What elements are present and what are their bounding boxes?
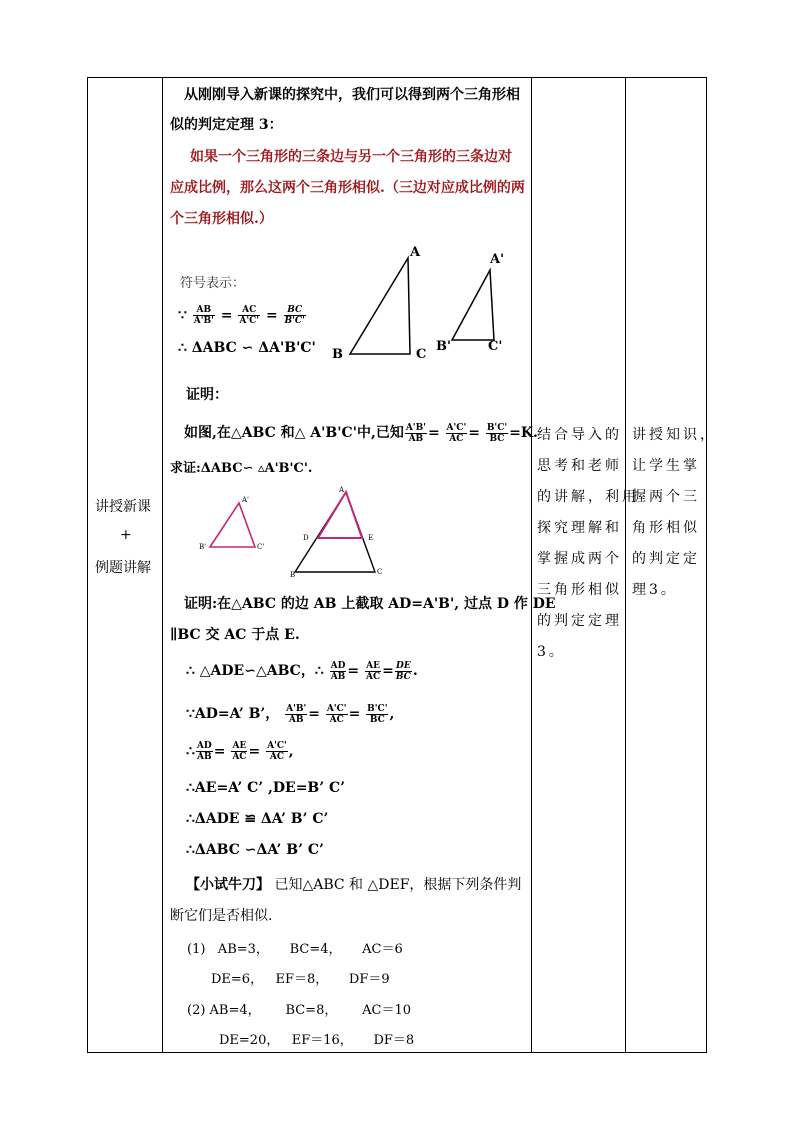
proof-title: 证明： [186,387,228,403]
theorem-line-1: 如果一个三角形的三条边与另一个三角形的三条边对 [190,149,512,165]
section-label-plus: + [120,527,132,543]
inner-triangle-ade [318,492,362,538]
proof-line-1: 证明:在△ABC 的边 AB 上截取 AD=A'B', 过点 D 作 DE [184,596,556,612]
intro-line-1: 从刚刚导入新课的探究中，我们可以得到两个三角形相 [184,87,520,103]
vertex-a-prime: A' [490,252,505,267]
case-2-line-1: (2) AB=4， BC=8， AC＝10 [187,1003,412,1018]
section-label-2: 例题讲解 [95,560,151,576]
step-3: ∴ $\frac{AD}{AB}$ = $\frac{AE}{AC}$ = $\frac{A'C'}{AC}$ , [186,741,294,762]
prove-statement: 求证:ΔABC∽ ▵A'B'C'. [170,461,313,476]
section-label-1: 讲授新课 [95,499,151,515]
vertex-a: A [410,245,421,260]
student-activity-text: 结合导入的 思考和老师 的讲解，利用 探究理解和 掌握成两个 三角形相似 的判定定理 3。 [537,427,639,660]
symbol-label: 符号表示： [180,276,246,291]
case-1-line-2: DE=6， EF＝8， DF＝9 [211,972,390,987]
exercise-line-2: 断它们是否相似. [170,908,273,924]
big-vertex-d: D [303,534,309,542]
big-vertex-b: B [290,571,296,579]
small-vertex-c: C' [257,543,265,551]
big-vertex-c: C [377,568,383,576]
intro-line-2: 似的判定定理 3： [170,117,283,133]
design-intent-text: 讲授知识， 让学生掌 握两个三 角形相似 的判定定 理3。 [632,427,717,598]
proof-line-2: ∥BC 交 AC 于点 E. [170,627,300,643]
vertex-c-prime: C' [488,339,503,354]
vertex-b: B [332,347,343,362]
small-triangle [210,503,255,547]
case-1-line-1: (1) AB=3， BC=4， AC＝6 [187,942,403,957]
big-triangle [295,492,375,572]
symbol-conclusion: ∴ ΔABC ∽ ΔA'B'C' [178,340,316,356]
big-vertex-e: E [368,534,374,542]
step-5: ∴ΔADE ≌ ΔA’ B’ C’ [186,811,329,827]
theorem-line-2: 应成比例，那么这两个三角形相似.（三边对应成比例的两 [170,180,525,196]
case-2-line-2: DE=20， EF＝16， DF＝8 [219,1033,415,1048]
given-line: 如图,在△ABC 和△ A'B'C'中,已知 $\frac{A'B'}{AB}$ = $\frac{A'C'}{AC}$ = $\frac{B'C'}{BC}$ =K. [184,422,538,444]
vertex-b-prime: B' [436,339,451,354]
small-vertex-b: B' [199,543,207,551]
step-1: ∴ △ADE∽△ABC，∴ $\frac{AD}{AB}$ = $\frac{AE}{AC}$ = $\frac{DE}{BC}$ . [186,660,418,682]
exercise-line-1: 【小试牛刀】 已知△ABC 和 △DEF，根据下列条件判 [186,877,522,893]
symbol-ratio-line: ∵ $\frac{AB}{A'B'}$ = $\frac{AC}{A'C'}$ = $\frac{BC}{B'C'}$ [178,305,305,326]
step-2: ∵AD=A’ B’， $\frac{A'B'}{AB}$ = $\frac{A'C'}{AC}$ = $\frac{B'C'}{BC}$ , [186,703,395,725]
big-vertex-a: A [339,486,345,494]
small-vertex-a: A' [242,496,249,504]
step-6: ∴ΔABC ∽ΔA’ B’ C’ [186,842,324,858]
step-4: ∴AE=A’ C’ ,DE=B’ C’ [186,780,346,796]
vertex-c: C [416,347,427,362]
theorem-line-3: 个三角形相似.） [170,211,273,227]
